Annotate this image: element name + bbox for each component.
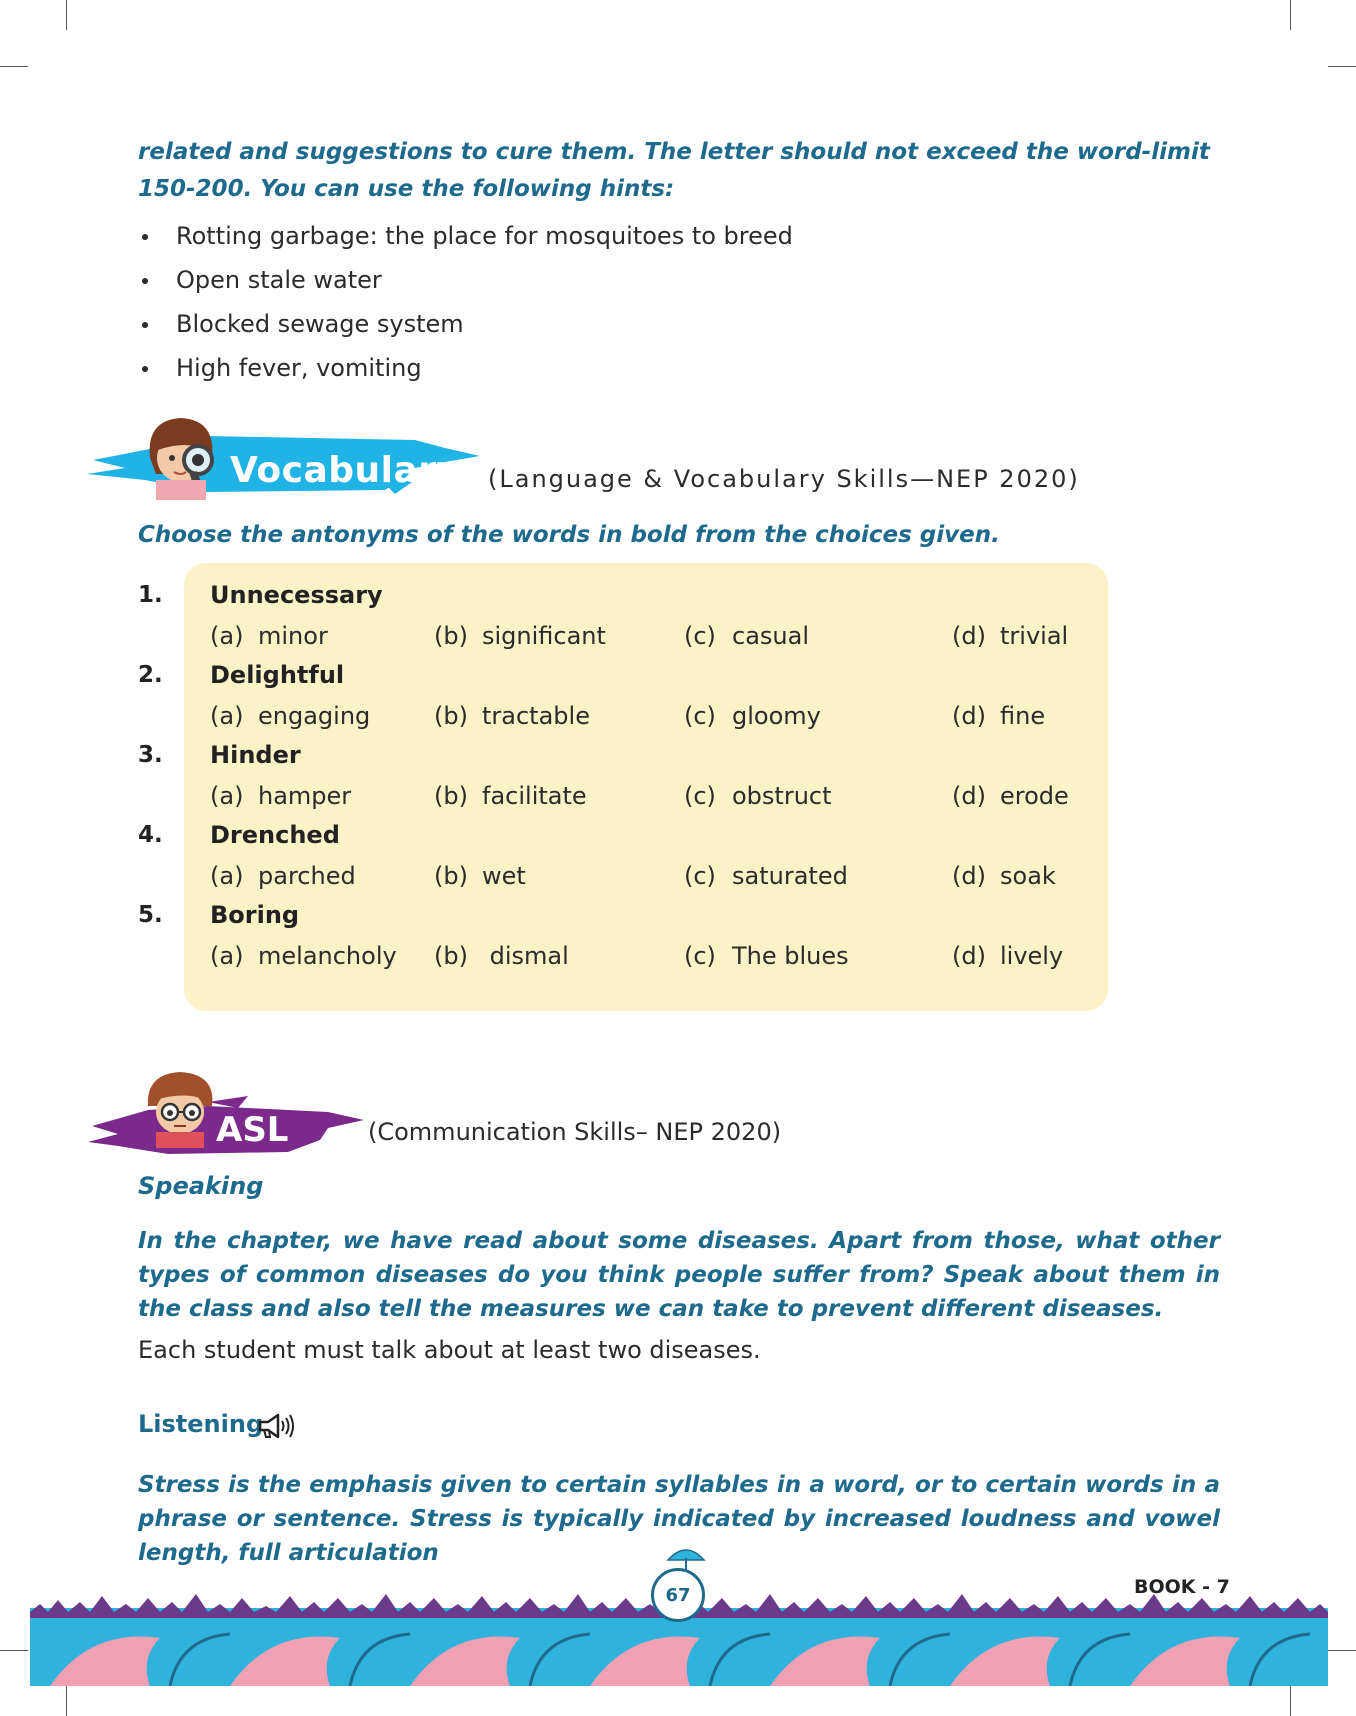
girl-magnifier-icon xyxy=(136,410,226,500)
list-item: Open stale water xyxy=(138,258,793,302)
speaking-question: In the chapter, we have read about some diseases. Apart from those, what other types of common diseases do you think people suffer from? Speak about them in the class and also tell the measures we can take to prevent different diseases. xyxy=(138,1228,1220,1322)
question-word: Unnecessary xyxy=(210,581,383,609)
list-item: Blocked sewage system xyxy=(138,302,793,346)
option-d: (d) trivial xyxy=(952,622,1069,650)
hints-list xyxy=(138,214,793,390)
list-item: Rotting garbage: the place for mosquitoes to breed xyxy=(138,214,793,258)
crop-mark xyxy=(66,1686,67,1716)
listening-heading: Listening xyxy=(138,1410,264,1438)
question-word: Boring xyxy=(210,901,300,929)
option-c: (c) obstruct xyxy=(684,782,832,810)
vocabulary-subtitle: (Language & Vocabulary Skills—NEP 2020) xyxy=(488,465,1080,493)
crop-mark xyxy=(0,1650,28,1651)
option-c: (c) gloomy xyxy=(684,702,821,730)
question-number: 4. xyxy=(138,822,163,848)
option-c: (c) saturated xyxy=(684,862,848,890)
option-b: (b) tractable xyxy=(434,702,590,730)
option-a: (a) parched xyxy=(210,862,356,890)
question-number: 3. xyxy=(138,742,163,768)
speaking-heading: Speaking xyxy=(138,1172,264,1200)
question-number: 5. xyxy=(138,902,163,928)
option-d: (d) lively xyxy=(952,942,1064,970)
option-a: (a) hamper xyxy=(210,782,352,810)
option-a: (a) engaging xyxy=(210,702,371,730)
crop-mark xyxy=(1290,1686,1291,1716)
option-b: (b) wet xyxy=(434,862,526,890)
vocabulary-instruction: Choose the antonyms of the words in bold from the choices given. xyxy=(138,522,1000,548)
question-number: 2. xyxy=(138,662,163,688)
option-a: (a) minor xyxy=(210,622,328,650)
question-word: Drenched xyxy=(210,821,340,849)
list-item: High fever, vomiting xyxy=(138,346,793,390)
option-c: (c) The blues xyxy=(684,942,849,970)
question-word: Delightful xyxy=(210,661,345,689)
option-d: (d) erode xyxy=(952,782,1069,810)
book-label: BOOK - 7 xyxy=(1134,1576,1230,1598)
option-a: (a) melancholy xyxy=(210,942,397,970)
boy-glasses-icon xyxy=(140,1066,220,1148)
question-number: 1. xyxy=(138,582,163,608)
letter-instructions: related and suggestions to cure them. The letter should not exceed the word-limit 150-200. You can use the following hints: xyxy=(138,139,1210,202)
speaking-note: Each student must talk about at least two diseases. xyxy=(138,1336,761,1364)
vocabulary-title: Vocabulary xyxy=(230,450,461,491)
option-b: (b) dismal xyxy=(434,942,569,970)
asl-subtitle: (Communication Skills– NEP 2020) xyxy=(368,1118,782,1146)
option-c: (c) casual xyxy=(684,622,809,650)
option-d: (d) fine xyxy=(952,702,1046,730)
crop-mark xyxy=(0,66,28,67)
megaphone-icon xyxy=(256,1412,296,1440)
question-word: Hinder xyxy=(210,741,301,769)
page-number: 67 xyxy=(651,1568,705,1622)
option-d: (d) soak xyxy=(952,862,1056,890)
asl-title: ASL xyxy=(216,1110,289,1150)
option-b: (b) significant xyxy=(434,622,606,650)
option-b: (b) facilitate xyxy=(434,782,587,810)
crop-mark xyxy=(1328,1650,1356,1651)
crop-mark xyxy=(1290,0,1291,30)
crop-mark xyxy=(66,0,67,30)
crop-mark xyxy=(1328,66,1356,67)
listening-text: Stress is the emphasis given to certain syllables in a word, or to certain words in a phrase or sentence. Stress is typically indicated by increased loudness and vowel length, full articulation xyxy=(138,1472,1220,1566)
